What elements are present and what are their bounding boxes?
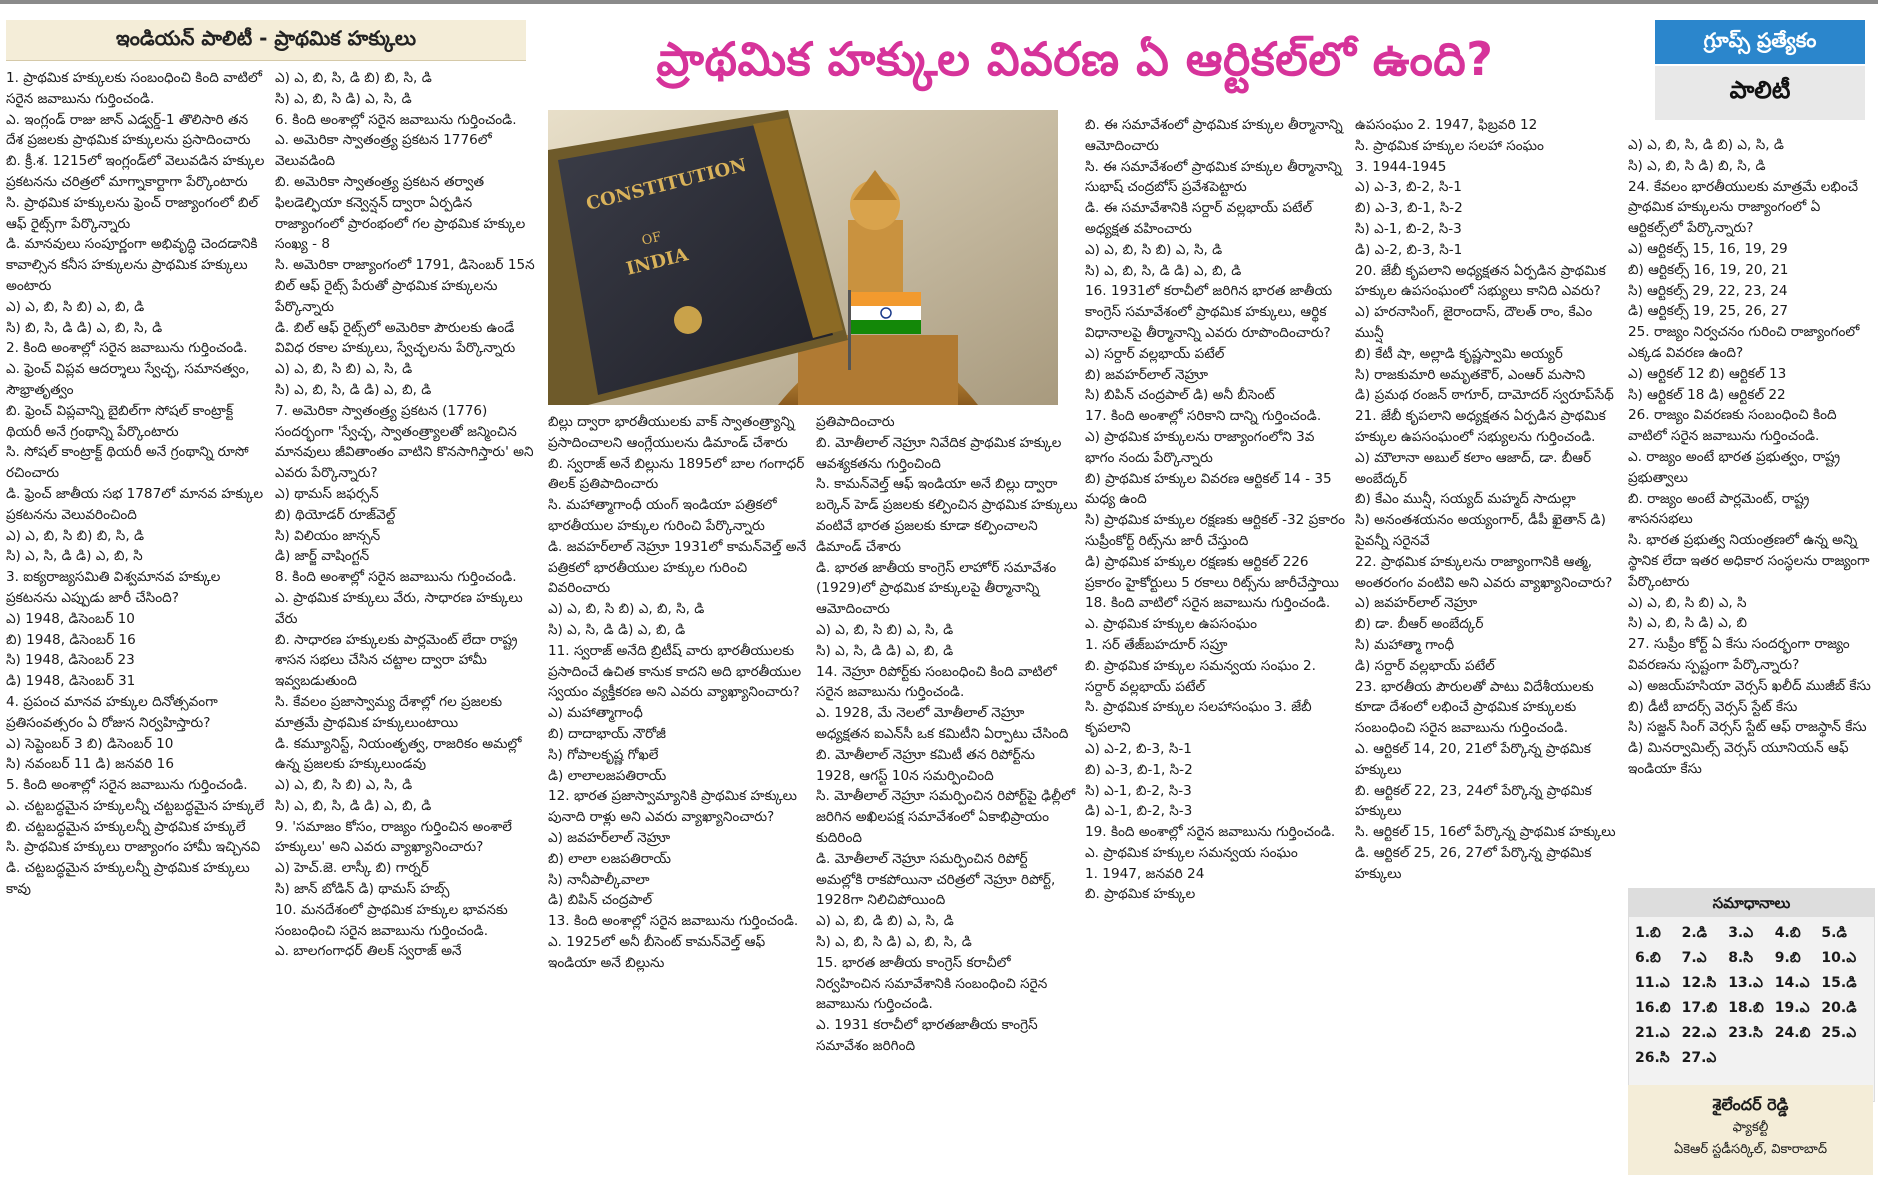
column-4: ప్రతిపాదించారు బి. మోతీలాల్ నెహ్రూ నివేదిక ప్రాథమిక హక్కుల ఆవశ్యకతను గుర్తించింది సి. కామన్‌వెల్త్ ఆఫ్ ఇండియా అనే బిల్లు ద్వారా బర్కెన్ హెడ్ ప్రజలకు కల్పించిన ప్రాథమిక హక్కులు వంటివే భారత ప్రజలకు కూడా కల్పించాలని డిమాండ్ చేశారు డి. భారత జాతీయ కాంగ్రెస్ లాహోర్ సమావేశం (1929)లో ప్రాథమిక హక్కులపై తీర్మానాన్ని ఆమోదించారు ఎ) ఎ, బి, సి బి) ఎ, సి, డి సి) ఎ, సి, డి డి) ఎ, బి, డి 14. నెహ్రూ రిపోర్ట్‌కు సంబంధించి కింది వాటిలో సరైన జవాబును గుర్తించండి. ఎ. 1928, మే నెలలో మోతీలాల్ నెహ్రూ అధ్యక్షతన ఐఎన్‌సీ ఒక కమిటీని ఏర్పాటు చేసింది బి. మోతీలాల్ నెహ్రూ కమిటీ తన రిపోర్ట్‌ను 1928, ఆగస్ట్ 10న సమర్పించింది సి. మోతీలాల్ నెహ్రూ సమర్పించిన రిపోర్ట్‌పై ఢిల్లీలో జరిగిన అఖిలపక్ష సమావేశంలో ఏకాభిప్రాయం కుదిరింది డి. మోతీలాల్ నెహ్రూ సమర్పించిన రిపోర్ట్ అమల్లోకి రాకపోయినా చరిత్రలో నెహ్రూ రిపోర్ట్, 1928గా నిలిచిపోయింది ఎ) ఎ, బి, డి బి) ఎ, సి, డి సి) ఎ, బి, సి డి) ఎ, బి, సి, డి 15. భారత జాతీయ కాంగ్రెస్ కరాచీలో నిర్వహించిన సమావేశానికి సంబంధించి సరైన జవాబును గుర్తించండి. ఎ. 1931 కరాచీలో భారతజాతీయ కాంగ్రెస్ సమావేశం జరిగింది	[816, 414, 1078, 1054]
answer-item: 5.డి	[1821, 925, 1847, 941]
answer-item: 22.ఎ	[1681, 1025, 1717, 1041]
column-2: ఎ) ఎ, బి, సి, డి బి) బి, సి, డి సి) ఎ, బి, సి డి) ఎ, సి, డి 6. కింది అంశాల్లో సరైన జవాబును గుర్తించండి. ఎ. అమెరికా స్వాతంత్ర్య ప్రకటన 1776లో వెలువడింది బి. అమెరికా స్వాతంత్ర్య ప్రకటన తర్వాత ఫిలడెల్ఫియా కన్వెన్షన్ ద్వారా ఏర్పడిన రాజ్యాంగంలో ప్రారంభంలో గల ప్రాథమిక హక్కుల సంఖ్య - 8 సి. అమెరికా రాజ్యాంగంలో 1791, డిసెంబర్ 15న బిల్ ఆఫ్ రైట్స్ పేరుతో ప్రాథమిక హక్కులను పేర్కొన్నారు డి. బిల్ ఆఫ్ రైట్స్‌లో అమెరికా పౌరులకు ఉండే వివిధ రకాల హక్కులు, స్వేచ్ఛలను పేర్కొన్నారు ఎ) ఎ, బి, సి బి) ఎ, సి, డి సి) ఎ, బి, సి, డి డి) ఎ, బి, డి 7. అమెరికా స్వాతంత్ర్య ప్రకటన (1776) సందర్భంగా 'స్వేచ్ఛ, స్వాతంత్ర్యాలతో జన్మించిన మానవులు జీవితాంతం వాటిని కొనసాగిస్తారు' అని ఎవరు పేర్కొన్నారు? ఎ) థామస్ జఫర్సన్ బి) థియోడర్ రూజ్‌వెల్ట్ సి) విలియం జాన్సన్ డి) జార్జ్ వాషింగ్టన్ 8. కింది అంశాల్లో సరైన జవాబును గుర్తించండి. ఎ. ప్రాథమిక హక్కులు వేరు, సాధారణ హక్కులు వేరు బి. సాధారణ హక్కులకు పార్లమెంట్ లేదా రాష్ట్ర శాసన సభలు చేసిన చట్టాల ద్వారా హామీ ఇవ్వబడుతుంది సి. కేవలం ప్రజాస్వామ్య దేశాల్లో గల ప్రజలకు మాత్రమే ప్రాథమిక హక్కులుంటాయి డి. కమ్యూనిస్ట్, నియంతృత్వ, రాజరికం అమల్లో ఉన్న ప్రజలకు హక్కులుండవు ఎ) ఎ, బి, సి బి) ఎ, సి, డి సి) ఎ, బి, సి, డి డి) ఎ, బి, డి 9. 'సమాజం కోసం, రాజ్యం గుర్తించిన అంశాలే హక్కులు' అని ఎవరు వ్యాఖ్యానించారు? ఎ) హెచ్.జె. లాస్కీ బి) గార్నర్ సి) జాన్ బోడిన్ డి) థామస్ హబ్స్ 10. మనదేశంలో ప్రాథమిక హక్కుల భావనకు సంబంధించి సరైన జవాబును గుర్తించండి. ఎ. బాలగంగాధర్ తిలక్ స్వరాజ్ అనే	[275, 70, 535, 960]
author-box	[1628, 1085, 1873, 1175]
polity-badge: పాలిటీ	[1655, 66, 1865, 120]
column-5: బి. ఈ సమావేశంలో ప్రాథమిక హక్కుల తీర్మానాన్ని ఆమోదించారు సి. ఈ సమావేశంలో ప్రాథమిక హక్కుల తీర్మానాన్ని సుభాష్ చంద్రబోస్ ప్రవేశపెట్టారు డి. ఈ సమావేశానికి సర్దార్ వల్లభాయ్ పటేల్ అధ్యక్షత వహించారు ఎ) ఎ, బి, సి బి) ఎ, సి, డి సి) ఎ, బి, సి, డి డి) ఎ, బి, డి 16. 1931లో కరాచీలో జరిగిన భారత జాతీయ కాంగ్రెస్ సమావేశంలో ప్రాథమిక హక్కులు, ఆర్థిక విధానాలపై తీర్మానాన్ని ఎవరు రూపొందించారు? ఎ) సర్దార్ వల్లభాయ్ పటేల్ బి) జవహర్‌లాల్ నెహ్రూ సి) బిపిన్ చంద్రపాల్ డి) అనీ బీసెంట్ 17. కింది అంశాల్లో సరికాని దాన్ని గుర్తించండి. ఎ) ప్రాథమిక హక్కులను రాజ్యాంగంలోని 3వ భాగం నందు పేర్కొన్నారు బి) ప్రాథమిక హక్కుల వివరణ ఆర్టికల్ 14 - 35 మధ్య ఉంది సి) ప్రాథమిక హక్కుల రక్షణకు ఆర్టికల్ -32 ప్రకారం సుప్రీంకోర్ట్ రిట్స్‌ను జారీ చేస్తుంది డి) ప్రాథమిక హక్కుల రక్షణకు ఆర్టికల్ 226 ప్రకారం హైకోర్టులు 5 రకాలు రిట్స్‌ను జారీచేస్తాయి 18. కింది వాటిలో సరైన జవాబును గుర్తించండి. ఎ. ప్రాథమిక హక్కుల ఉపసంఘం 1. సర్ తేజ్‌బహదూర్ సప్రూ బి. ప్రాథమిక హక్కుల సమన్వయ సంఘం 2. సర్దార్ వల్లభాయ్ పటేల్ సి. ప్రాథమిక హక్కుల సలహాసంఘం 3. జేబీ కృపలాని ఎ) ఎ-2, బి-3, సి-1 బి) ఎ-3, బి-1, సి-2 సి) ఎ-1, బి-2, సి-3 డి) ఎ-1, బి-2, సి-3 19. కింది అంశాల్లో సరైన జవాబును గుర్తించండి. ఎ. ప్రాథమిక హక్కుల సమన్వయ సంఘం 1. 1947, జనవరి 24 బి. ప్రాథమిక హక్కుల	[1085, 117, 1346, 903]
author-name: శైలేందర్ రెడ్డి	[1712, 1095, 1789, 1114]
answer-item: 4.బి	[1774, 925, 1801, 941]
author-affiliation: ఏకెఆర్ స్టడీసర్కిల్, వికారాబాద్	[1673, 1142, 1828, 1157]
answer-item: 3.ఎ	[1728, 925, 1754, 941]
answer-item: 25.ఎ	[1821, 1025, 1857, 1041]
column-6: ఉపసంఘం 2. 1947, ఫిబ్రవరి 12 సి. ప్రాథమిక హక్కుల సలహా సంఘం 3. 1944-1945 ఎ) ఎ-3, బి-2, సి-1 బి) ఎ-3, బి-1, సి-2 సి) ఎ-1, బి-2, సి-3 డి) ఎ-2, బి-3, సి-1 20. జేబీ కృపలాని అధ్యక్షతన ఏర్పడిన ప్రాథమిక హక్కుల ఉపసంఘంలో సభ్యులు కానిది ఎవరు? ఎ) హరనాసింగ్, జైరాందాస్, దౌలత్ రాం, కేఎం మున్షీ బి) కేటీ షా, అల్లాడి కృష్ణస్వామి అయ్యర్ సి) రాజకుమారి అమృతకౌర్, ఎంఆర్ మసాని డి) ప్రమథ రంజన్ ఠాగూర్, దామోదర్ స్వరూప్‌సేథ్ 21. జేబీ కృపలాని అధ్యక్షతన ఏర్పడిన ప్రాథమిక హక్కుల ఉపసంఘంలో సభ్యులను గుర్తించండి. ఎ) మౌలానా అబుల్ కలాం ఆజాద్, డా. బీఆర్ అంబేద్కర్ బి) కేఎం మున్షీ, సయ్యద్ మహ్మద్ సాదుల్లా సి) అనంతశయనం అయ్యంగార్, డీపీ ఖైతాన్ డి) పైవన్నీ సరైనవే 22. ప్రాథమిక హక్కులను రాజ్యాంగానికి ఆత్మ, అంతరంగం వంటివి అని ఎవరు వ్యాఖ్యానించారు? ఎ) జవహర్‌లాల్ నెహ్రూ బి) డా. బీఆర్ అంబేద్కర్ సి) మహాత్మా గాంధీ డి) సర్దార్ వల్లభాయ్ పటేల్ 23. భారతీయ పౌరులతో పాటు విదేశీయులకు కూడా దేశంలో లభించే ప్రాథమిక హక్కులకు సంబంధించి సరైన జవాబును గుర్తించండి. ఎ. ఆర్టికల్ 14, 20, 21లో పేర్కొన్న ప్రాథమిక హక్కులు బి. ఆర్టికల్ 22, 23, 24లో పేర్కొన్న ప్రాథమిక హక్కులు సి. ఆర్టికల్ 15, 16లో పేర్కొన్న ప్రాథమిక హక్కులు డి. ఆర్టికల్ 25, 26, 27లో పేర్కొన్న ప్రాథమిక హక్కులు	[1355, 117, 1616, 882]
answer-item: 14.ఎ	[1774, 975, 1810, 991]
column-1: 1. ప్రాథమిక హక్కులకు సంబంధించి కింది వాటిలో సరైన జవాబును గుర్తించండి. ఎ. ఇంగ్లండ్ రాజు జాన్ ఎడ్వర్డ్-1 తొలిసారి తన దేశ ప్రజలకు ప్రాథమిక హక్కులను ప్రసాదించారు బి. క్రీ.శ. 1215లో ఇంగ్లండ్‌లో వెలువడిన హక్కుల ప్రకటనను చరిత్రలో మాగ్నాకార్టాగా పేర్కొంటారు సి. ప్రాథమిక హక్కులను ఫ్రెంచ్ రాజ్యాంగంలో బిల్ ఆఫ్ రైట్స్‌గా పేర్కొన్నారు డి. మానవులు సంపూర్ణంగా అభివృద్ధి చెందడానికి కావాల్సిన కనీస హక్కులను ప్రాథమిక హక్కులు అంటారు ఎ) ఎ, బి, సి బి) ఎ, బి, డి సి) బి, సి, డి డి) ఎ, బి, సి, డి 2. కింది అంశాల్లో సరైన జవాబును గుర్తించండి. ఎ. ఫ్రెంచ్ విప్లవ ఆదర్శాలు స్వేచ్ఛ, సమానత్వం, సౌభ్రాతృత్వం బి. ఫ్రెంచ్ విప్లవాన్ని బైబిల్‌గా సోషల్ కాంట్రాక్ట్ థియరీ అనే గ్రంథాన్ని పేర్కొంటారు సి. సోషల్ కాంట్రాక్ట్ థియరీ అనే గ్రంథాన్ని రూసో రచించారు డి. ఫ్రెంచ్ జాతీయ సభ 1787లో మానవ హక్కుల ప్రకటనను వెలువరించింది ఎ) ఎ, బి, సి బి) బి, సి, డి సి) ఎ, సి, డి డి) ఎ, బి, సి 3. ఐక్యరాజ్యసమితి విశ్వమానవ హక్కుల ప్రకటనను ఎప్పుడు జారీ చేసింది? ఎ) 1948, డిసెంబర్ 10 బి) 1948, డిసెంబర్ 16 సి) 1948, డిసెంబర్ 23 డి) 1948, డిసెంబర్ 31 4. ప్రపంచ మానవ హక్కుల దినోత్సవంగా ప్రతిసంవత్సరం ఏ రోజున నిర్వహిస్తారు? ఎ) సెప్టెంబర్ 3 బి) డిసెంబర్ 10 సి) నవంబర్ 11 డి) జనవరి 16 5. కింది అంశాల్లో సరైన జవాబును గుర్తించండి. ఎ. చట్టబద్ధమైన హక్కులన్నీ చట్టబద్ధమైన హక్కులే బి. చట్టబద్ధమైన హక్కులన్నీ ప్రాథమిక హక్కులే సి. ప్రాథమిక హక్కులు రాజ్యాంగం హామీ ఇచ్చినవి డి. చట్టబద్ధమైన హక్కులన్నీ ప్రాథమిక హక్కులు కావు	[6, 70, 265, 898]
answer-item: 17.బి	[1681, 1000, 1718, 1016]
answer-item: 12.సి	[1681, 975, 1717, 991]
column-3: బిల్లు ద్వారా భారతీయులకు వాక్ స్వాతంత్ర్యాన్ని ప్రసాదించాలని ఆంగ్లేయులను డిమాండ్ చేశారు బి. స్వరాజ్ అనే బిల్లును 1895లో బాల గంగాధర్ తిలక్ ప్రతిపాదించారు సి. మహాత్మాగాంధీ యంగ్ ఇండియా పత్రికలో భారతీయుల హక్కుల గురించి పేర్కొన్నారు డి. జవహర్‌లాల్ నెహ్రూ 1931లో కామన్‌వెల్త్ అనే పత్రికలో భారతీయుల హక్కుల గురించి వివరించారు ఎ) ఎ, బి, సి బి) ఎ, బి, సి, డి సి) ఎ, సి, డి డి) ఎ, బి, డి 11. స్వరాజ్ అనేది బ్రిటీష్ వారు భారతీయులకు ప్రసాదించే ఉచిత కానుక కాదని అది భారతీయుల స్వయం వ్యక్తీకరణ అని ఎవరు వ్యాఖ్యానించారు? ఎ) మహాత్మాగాంధీ బి) దాదాభాయ్ నౌరోజీ సి) గోపాలకృష్ణ గోఖలే డి) లాలాలజపతిరాయ్ 12. భారత ప్రజాస్వామ్యానికి ప్రాథమిక హక్కులు పునాది రాళ్లు అని ఎవరు వ్యాఖ్యానించారు? ఎ) జవహర్‌లాల్ నెహ్రూ బి) లాలా లజపతిరాయ్ సి) నానీపాల్కీవాలా డి) బిపిన్ చంద్రపాల్ 13. కింది అంశాల్లో సరైన జవాబును గుర్తించండి. ఎ. 1925లో అనీ బీసెంట్ కామన్‌వెల్త్ ఆఫ్ ఇండియా అనే బిల్లును	[548, 414, 807, 971]
answers-box	[1628, 888, 1875, 1102]
book-title-line3: INDIA	[624, 244, 691, 280]
answer-item: 24.బి	[1774, 1025, 1811, 1041]
answer-item: 10.ఎ	[1821, 950, 1857, 966]
answers-grid	[1629, 917, 1874, 1077]
answer-item: 15.డి	[1821, 975, 1857, 991]
author-role: ఫ్యాకల్టీ	[1732, 1120, 1769, 1135]
constitution-photo	[548, 110, 1058, 405]
page-headline: ప్రాథమిక హక్కుల వివరణ ఏ ఆర్టికల్‌లో ఉంది?	[656, 32, 1494, 86]
section-banner: ఇండియన్ పాలిటీ - ప్రాథమిక హక్కులు	[6, 20, 526, 61]
top-rule	[0, 0, 1878, 4]
answer-item: 20.డి	[1821, 1000, 1857, 1016]
answer-item: 26.సి	[1635, 1050, 1670, 1066]
answer-item: 11.ఎ	[1635, 975, 1670, 991]
answers-title: సమాధానాలు	[1629, 889, 1874, 917]
answer-item: 27.ఎ	[1681, 1050, 1717, 1066]
groups-special-badge: గ్రూప్స్ ప్రత్యేకం	[1655, 20, 1865, 64]
answer-item: 16.బి	[1635, 1000, 1671, 1016]
answer-item: 9.బి	[1774, 950, 1801, 966]
answer-item: 18.బి	[1728, 1000, 1764, 1016]
answer-item: 7.ఎ	[1681, 950, 1707, 966]
answer-item: 2.డి	[1681, 925, 1708, 941]
answer-item: 6.బి	[1635, 950, 1661, 966]
answer-item: 1.బి	[1635, 925, 1661, 941]
answer-item: 21.ఎ	[1635, 1025, 1670, 1041]
answer-item: 19.ఎ	[1774, 1000, 1810, 1016]
column-7: ఎ) ఎ, బి, సి, డి బి) ఎ, సి, డి సి) ఎ, బి, సి డి) బి, సి, డి 24. కేవలం భారతీయులకు మాత్రమే లభించే ప్రాథమిక హక్కులను రాజ్యాంగంలో ఏ ఆర్టికల్స్‌లో పేర్కొన్నారు? ఎ) ఆర్టికల్స్ 15, 16, 19, 29 బి) ఆర్టికల్స్ 16, 19, 20, 21 సి) ఆర్టికల్స్ 29, 22, 23, 24 డి) ఆర్టికల్స్ 19, 25, 26, 27 25. రాజ్యం నిర్వచనం గురించి రాజ్యాంగంలో ఎక్కడ వివరణ ఉంది? ఎ) ఆర్టికల్ 12 బి) ఆర్టికల్ 13 సి) ఆర్టికల్ 18 డి) ఆర్టికల్ 22 26. రాజ్యం వివరణకు సంబంధించి కింది వాటిలో సరైన జవాబును గుర్తించండి. ఎ. రాజ్యం అంటే భారత ప్రభుత్వం, రాష్ట్ర ప్రభుత్వాలు బి. రాజ్యం అంటే పార్లమెంట్, రాష్ట్ర శాసనసభలు సి. భారత ప్రభుత్వ నియంత్రణలో ఉన్న అన్ని స్థానిక లేదా ఇతర అధికార సంస్థలను రాజ్యంగా పేర్కొంటారు ఎ) ఎ, బి, సి బి) ఎ, సి సి) ఎ, బి, సి డి) ఎ, బి 27. సుప్రీం కోర్ట్ ఏ కేసు సందర్భంగా రాజ్యం వివరణను స్పష్టంగా పేర్కొన్నారు? ఎ) అజయ్‌హసియా వెర్సస్ ఖలీద్ ముజీబ్ కేసు బి) డీటీ బాదర్స్ వెర్సస్ స్టేట్ కేసు సి) సజ్జన్ సింగ్ వెర్సస్ స్టేట్ ఆఫ్ రాజస్థాన్ కేసు డి) మినర్వామిల్స్ వెర్సస్ యూనియన్ ఆఫ్ ఇండియా కేసు	[1628, 137, 1871, 777]
book-title-line1: CONSTITUTION	[584, 154, 749, 215]
book-title-line2: OF	[640, 229, 664, 249]
answer-item: 8.సి	[1728, 950, 1754, 966]
answer-item: 23.సి	[1728, 1025, 1763, 1041]
answer-item: 13.ఎ	[1728, 975, 1763, 991]
